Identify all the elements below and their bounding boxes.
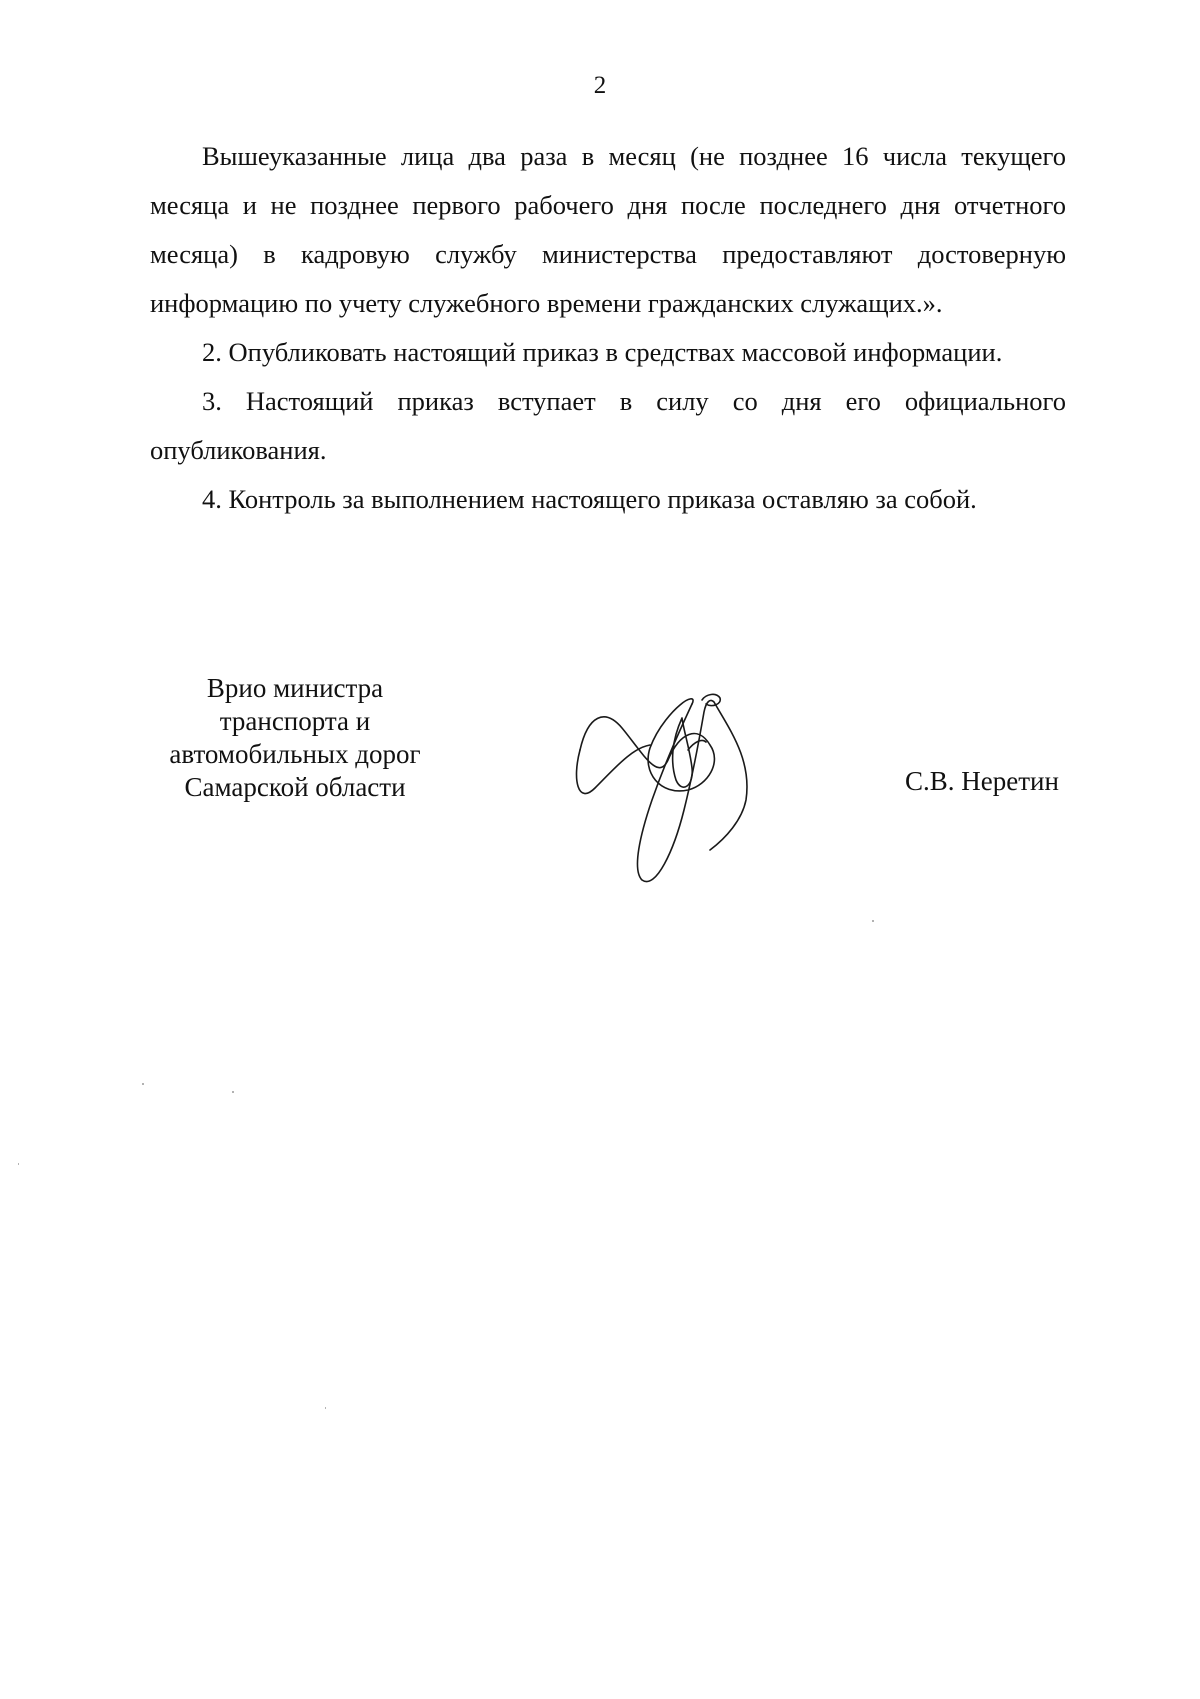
- signatory-position-line: Врио министра: [206, 673, 384, 703]
- signatory-position: [150, 672, 440, 804]
- scan-speck: [872, 920, 874, 922]
- scan-speck: [232, 1091, 234, 1093]
- paragraph-effective-date: 3. Настоящий приказ вступает в силу со дня его официального опубликования.: [150, 386, 1066, 465]
- paragraph-reporting-requirement: Вышеуказанные лица два раза в месяц (не позднее 16 числа текущего месяца и не позднее первого рабочего дня после последнего дня отчетного месяца) в кадровую службу министерства предоставляют достоверную информацию по учету служебного времени гражданских служащих.».: [150, 141, 1066, 318]
- page-number: 2: [593, 72, 607, 99]
- scan-speck: [18, 1163, 19, 1165]
- scan-speck: [325, 1407, 326, 1409]
- paragraph-publish-order: 2. Опубликовать настоящий приказ в средствах массовой информации.: [202, 337, 1003, 367]
- handwritten-signature-icon: [570, 690, 760, 890]
- signatory-position-line: автомобильных дорог: [169, 739, 421, 769]
- document-body: [150, 132, 1066, 524]
- paragraph-control: 4. Контроль за выполнением настоящего приказа оставляю за собой.: [202, 484, 977, 514]
- scan-speck: [142, 1083, 144, 1085]
- signatory-name: С.В. Неретин: [905, 766, 1059, 796]
- signatory-position-line: Самарской области: [184, 772, 406, 802]
- signatory-position-line: транспорта и: [219, 706, 371, 736]
